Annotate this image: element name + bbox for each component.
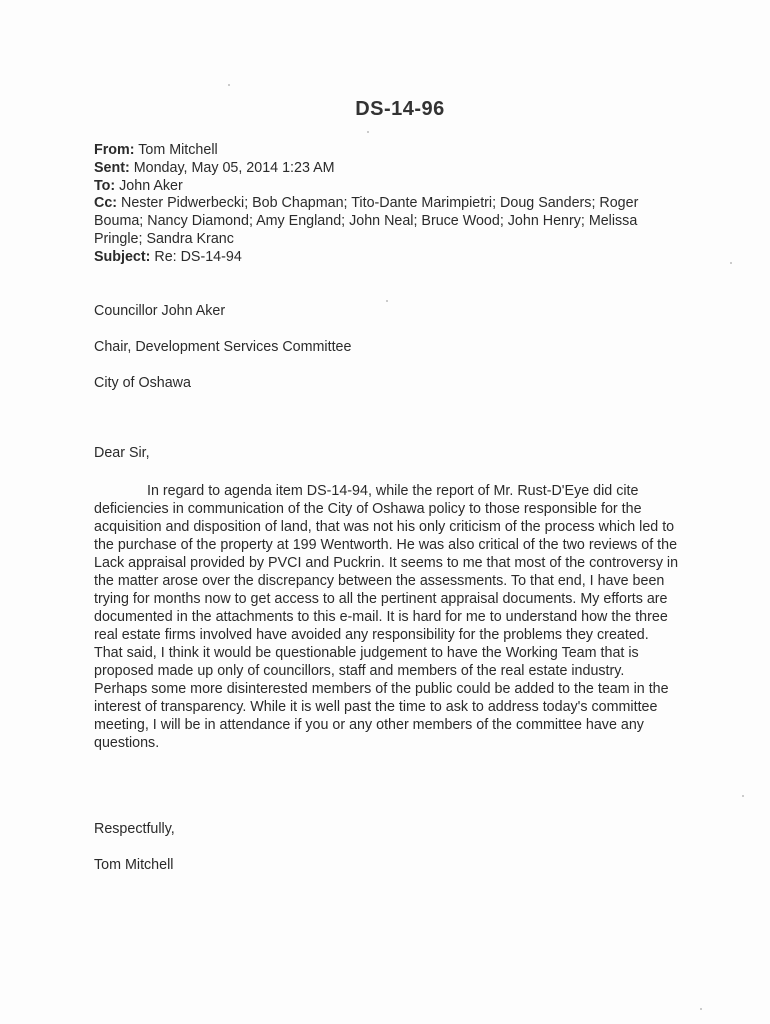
email-header [94,142,674,267]
scan-speck [742,795,744,797]
from-value: Tom Mitchell [138,142,218,158]
scan-speck [386,300,388,302]
from-line [94,142,674,160]
to-line [94,178,674,196]
to-label: To: [94,177,116,194]
sent-label: Sent: [94,159,130,176]
addressee-organization: City of Oshawa [94,375,191,391]
cc-value: Nester Pidwerbecki; Bob Chapman; Tito-Dante Marimpietri; Doug Sanders; Roger Bouma; Nancy Diamond; Amy England; John Neal; Bruce Wood; John Henry; Melissa Pringle; Sandra Kranc [94,195,639,247]
addressee-block [94,302,351,410]
scan-speck [730,262,732,264]
subject-value: Re: DS-14-94 [154,248,242,265]
sent-value: Monday, May 05, 2014 1:23 AM [133,159,335,176]
cc-label: Cc: [94,195,118,212]
from-label: From: [94,142,135,158]
signature-name: Tom Mitchell [94,857,174,873]
salutation: Dear Sir, [94,445,150,461]
subject-line [94,249,674,267]
letter-body: In regard to agenda item DS-14-94, while the report of Mr. Rust-D'Eye did cite deficiencies in communication of the City of Oshawa policy to those responsible for the acquisition and disposition of land, that was not his only criticism of the process which led to the purchase of the property at 199 Wentworth. He was also critical of the two reviews of the Lack appraisal provided by PVCI and Puckrin. It seems to me that most of the controversy in the matter arose over the discrepancy between the assessments. To that end, I have been trying for months now to get access to all the pertinent appraisal documents. My efforts are documented in the attachments to this e-mail. It is hard for me to understand how the three real estate firms involved have avoided any responsibility for the problems they created. That said, I think it would be questionable judgement to have the Working Team that is proposed made up only of councillors, staff and members of the real estate industry. Perhaps some more disinterested members of the public could be added to the team in the interest of transparency. While it is well past the time to ask to address today's committee meeting, I will be in attendance if you or any other members of the committee have any questions. [94,483,679,751]
scan-speck [228,84,230,86]
subject-label: Subject: [94,248,151,265]
addressee-title: Chair, Development Services Committee [94,339,352,355]
addressee-name: Councillor John Aker [94,303,226,319]
scan-speck [700,1008,702,1010]
to-value: John Aker [119,177,183,194]
scan-speck [367,131,369,133]
document-number: DS-14-96 [355,98,445,120]
cc-line [94,195,674,248]
sent-line [94,160,674,178]
closing: Respectfully, [94,821,175,837]
